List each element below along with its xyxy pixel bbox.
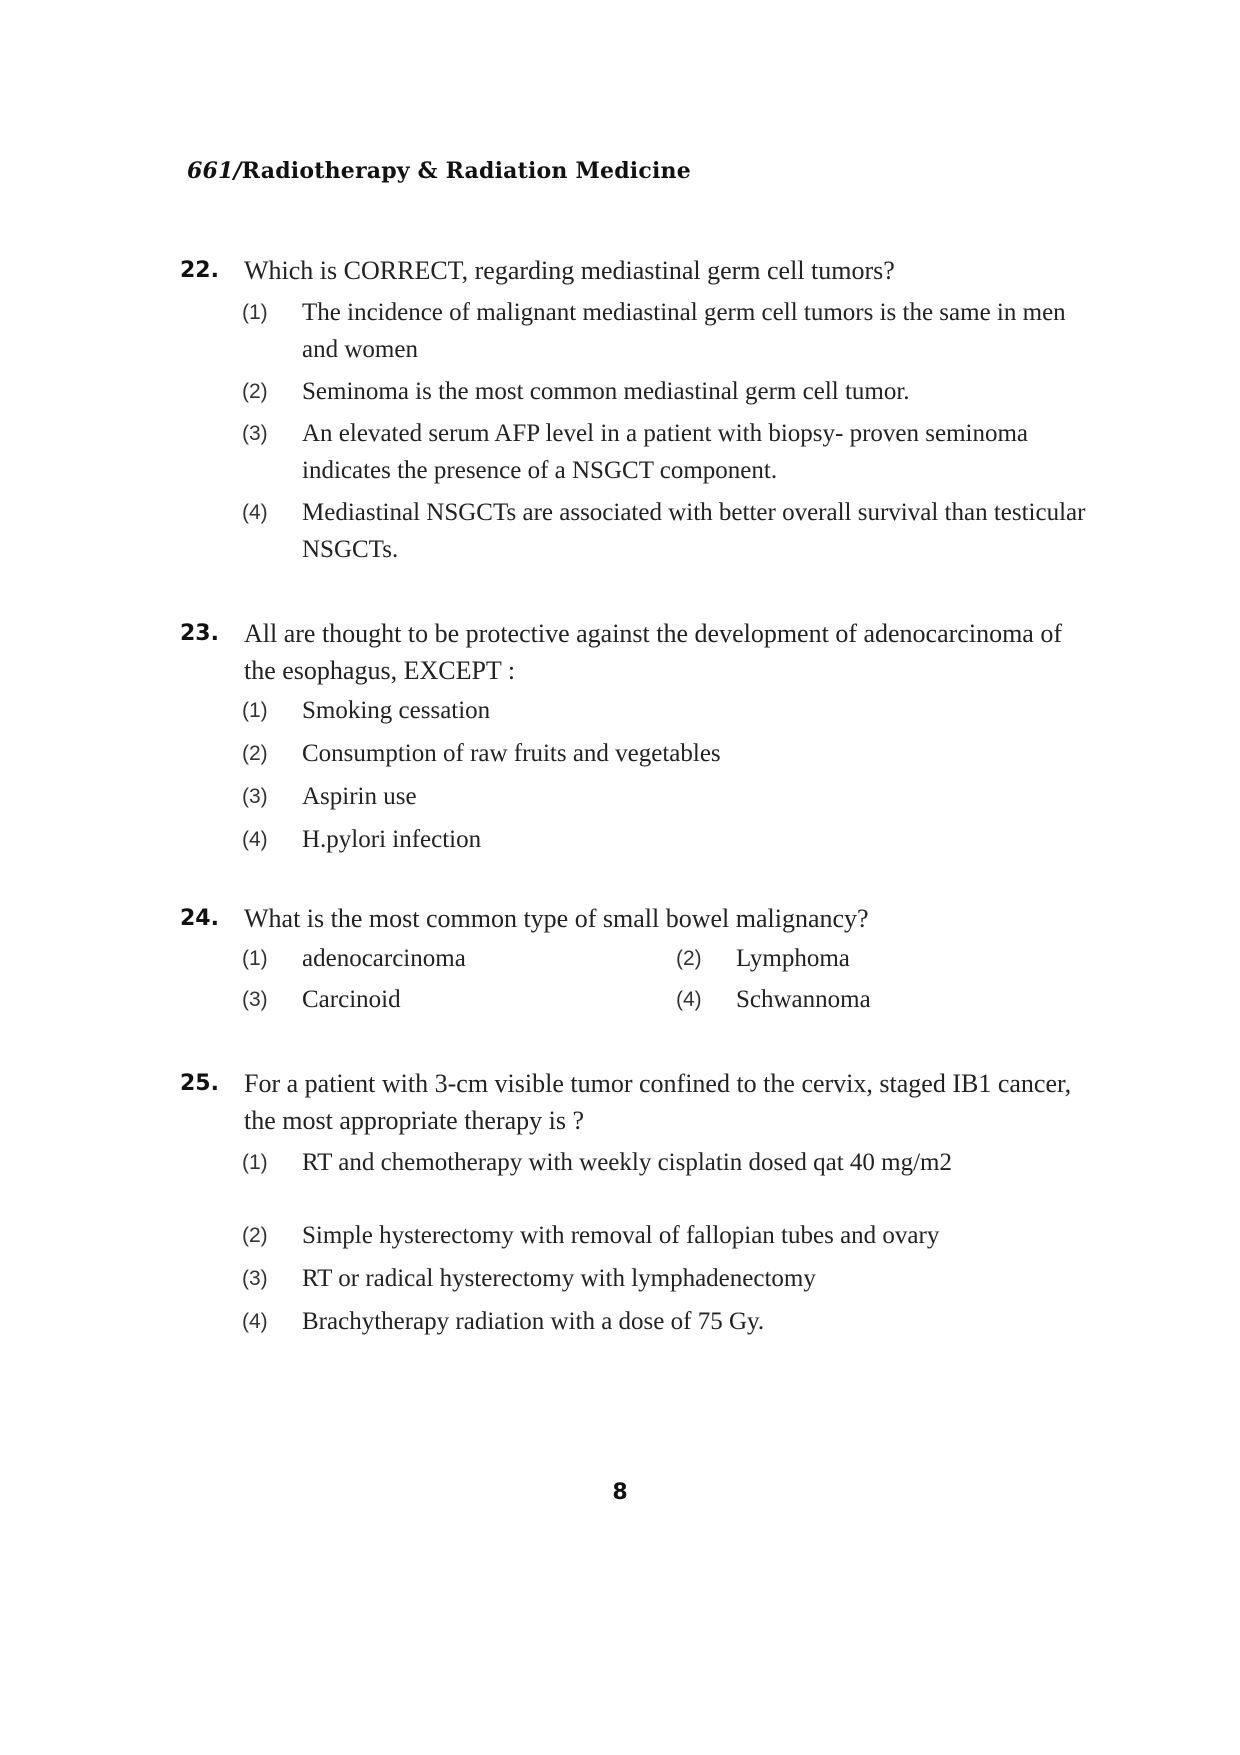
subject-title: Radiotherapy & Radiation Medicine [241,158,691,184]
option-text: Consumption of raw fruits and vegetables [302,740,721,767]
option-number: (3) [242,1267,268,1290]
option-text: Schwannoma [736,986,871,1013]
option-4 [242,1303,1100,1340]
question-number: 22. [180,258,219,283]
question-number: 23. [180,621,219,646]
option-2 [676,940,1100,977]
option-number: (4) [242,1310,268,1333]
option-number: (2) [242,742,268,765]
option-3 [242,1260,1100,1297]
option-number: (4) [242,828,268,851]
option-number: (4) [676,988,702,1011]
option-number: (2) [676,947,702,970]
option-4 [242,821,1100,858]
option-text: Seminoma is the most common mediastinal germ cell tumor. [302,378,910,405]
option-number: (3) [242,422,268,445]
option-text: Aspirin use [302,783,417,810]
option-text: Smoking cessation [302,697,491,724]
option-1 [242,294,1100,368]
question-text: What is the most common type of small bowel malignancy? [244,904,869,933]
question-number: 25. [180,1071,219,1096]
option-number: (2) [242,1224,268,1247]
question-stem [180,252,1100,289]
question-number: 24. [180,906,219,931]
question-text: Which is CORRECT, regarding mediastinal germ cell tumors? [244,256,895,285]
option-text: The incidence of malignant mediastinal germ cell tumors is the same in men and women [302,299,1066,363]
option-3 [242,981,676,1018]
option-text: An elevated serum AFP level in a patient with biopsy- proven seminoma indicates the presence of a NSGCT component. [302,420,1029,484]
option-1 [242,940,676,977]
option-text: Mediastinal NSGCTs are associated with better overall survival than testicular NSGCTs. [302,499,1086,563]
option-2 [242,1217,1100,1254]
option-3 [242,415,1100,489]
question-25 [180,1065,1100,1340]
question-24 [180,900,1100,1018]
option-number: (1) [242,947,268,970]
paper-code: 661/ [187,158,242,184]
question-text: For a patient with 3-cm visible tumor confined to the cervix, staged IB1 cancer, the most appropriate therapy is ? [244,1069,1072,1135]
option-text: RT and chemotherapy with weekly cisplatin dosed qat 40 mg/m2 [302,1149,952,1176]
question-stem [180,900,1100,937]
option-1 [242,692,1100,729]
option-text: Simple hysterectomy with removal of fallopian tubes and ovary [302,1222,940,1249]
option-2 [242,735,1100,772]
option-number: (2) [242,380,268,403]
option-number: (1) [242,1151,268,1174]
option-4 [676,981,1100,1018]
question-23 [180,615,1100,858]
option-number: (1) [242,699,268,722]
option-text: adenocarcinoma [302,945,466,972]
page-number: 8 [612,1480,628,1505]
option-text: RT or radical hysterectomy with lymphadenectomy [302,1265,816,1292]
option-number: (3) [242,988,268,1011]
option-text: Carcinoid [302,986,401,1013]
option-grid [242,940,1100,1018]
option-text: H.pylori infection [302,826,482,853]
option-text: Brachytherapy radiation with a dose of 75 Gy. [302,1308,765,1335]
option-text: Lymphoma [736,945,850,972]
option-4 [242,494,1100,568]
option-number: (1) [242,301,268,324]
question-22 [180,252,1100,568]
question-stem [180,615,1100,689]
option-number: (4) [242,501,268,524]
question-stem [180,1065,1100,1139]
page-header [187,158,691,184]
question-text: All are thought to be protective against the development of adenocarcinoma of the esophagus, EXCEPT : [244,619,1062,685]
option-1 [242,1144,1100,1181]
option-3 [242,778,1100,815]
option-2 [242,373,1100,410]
option-number: (3) [242,785,268,808]
